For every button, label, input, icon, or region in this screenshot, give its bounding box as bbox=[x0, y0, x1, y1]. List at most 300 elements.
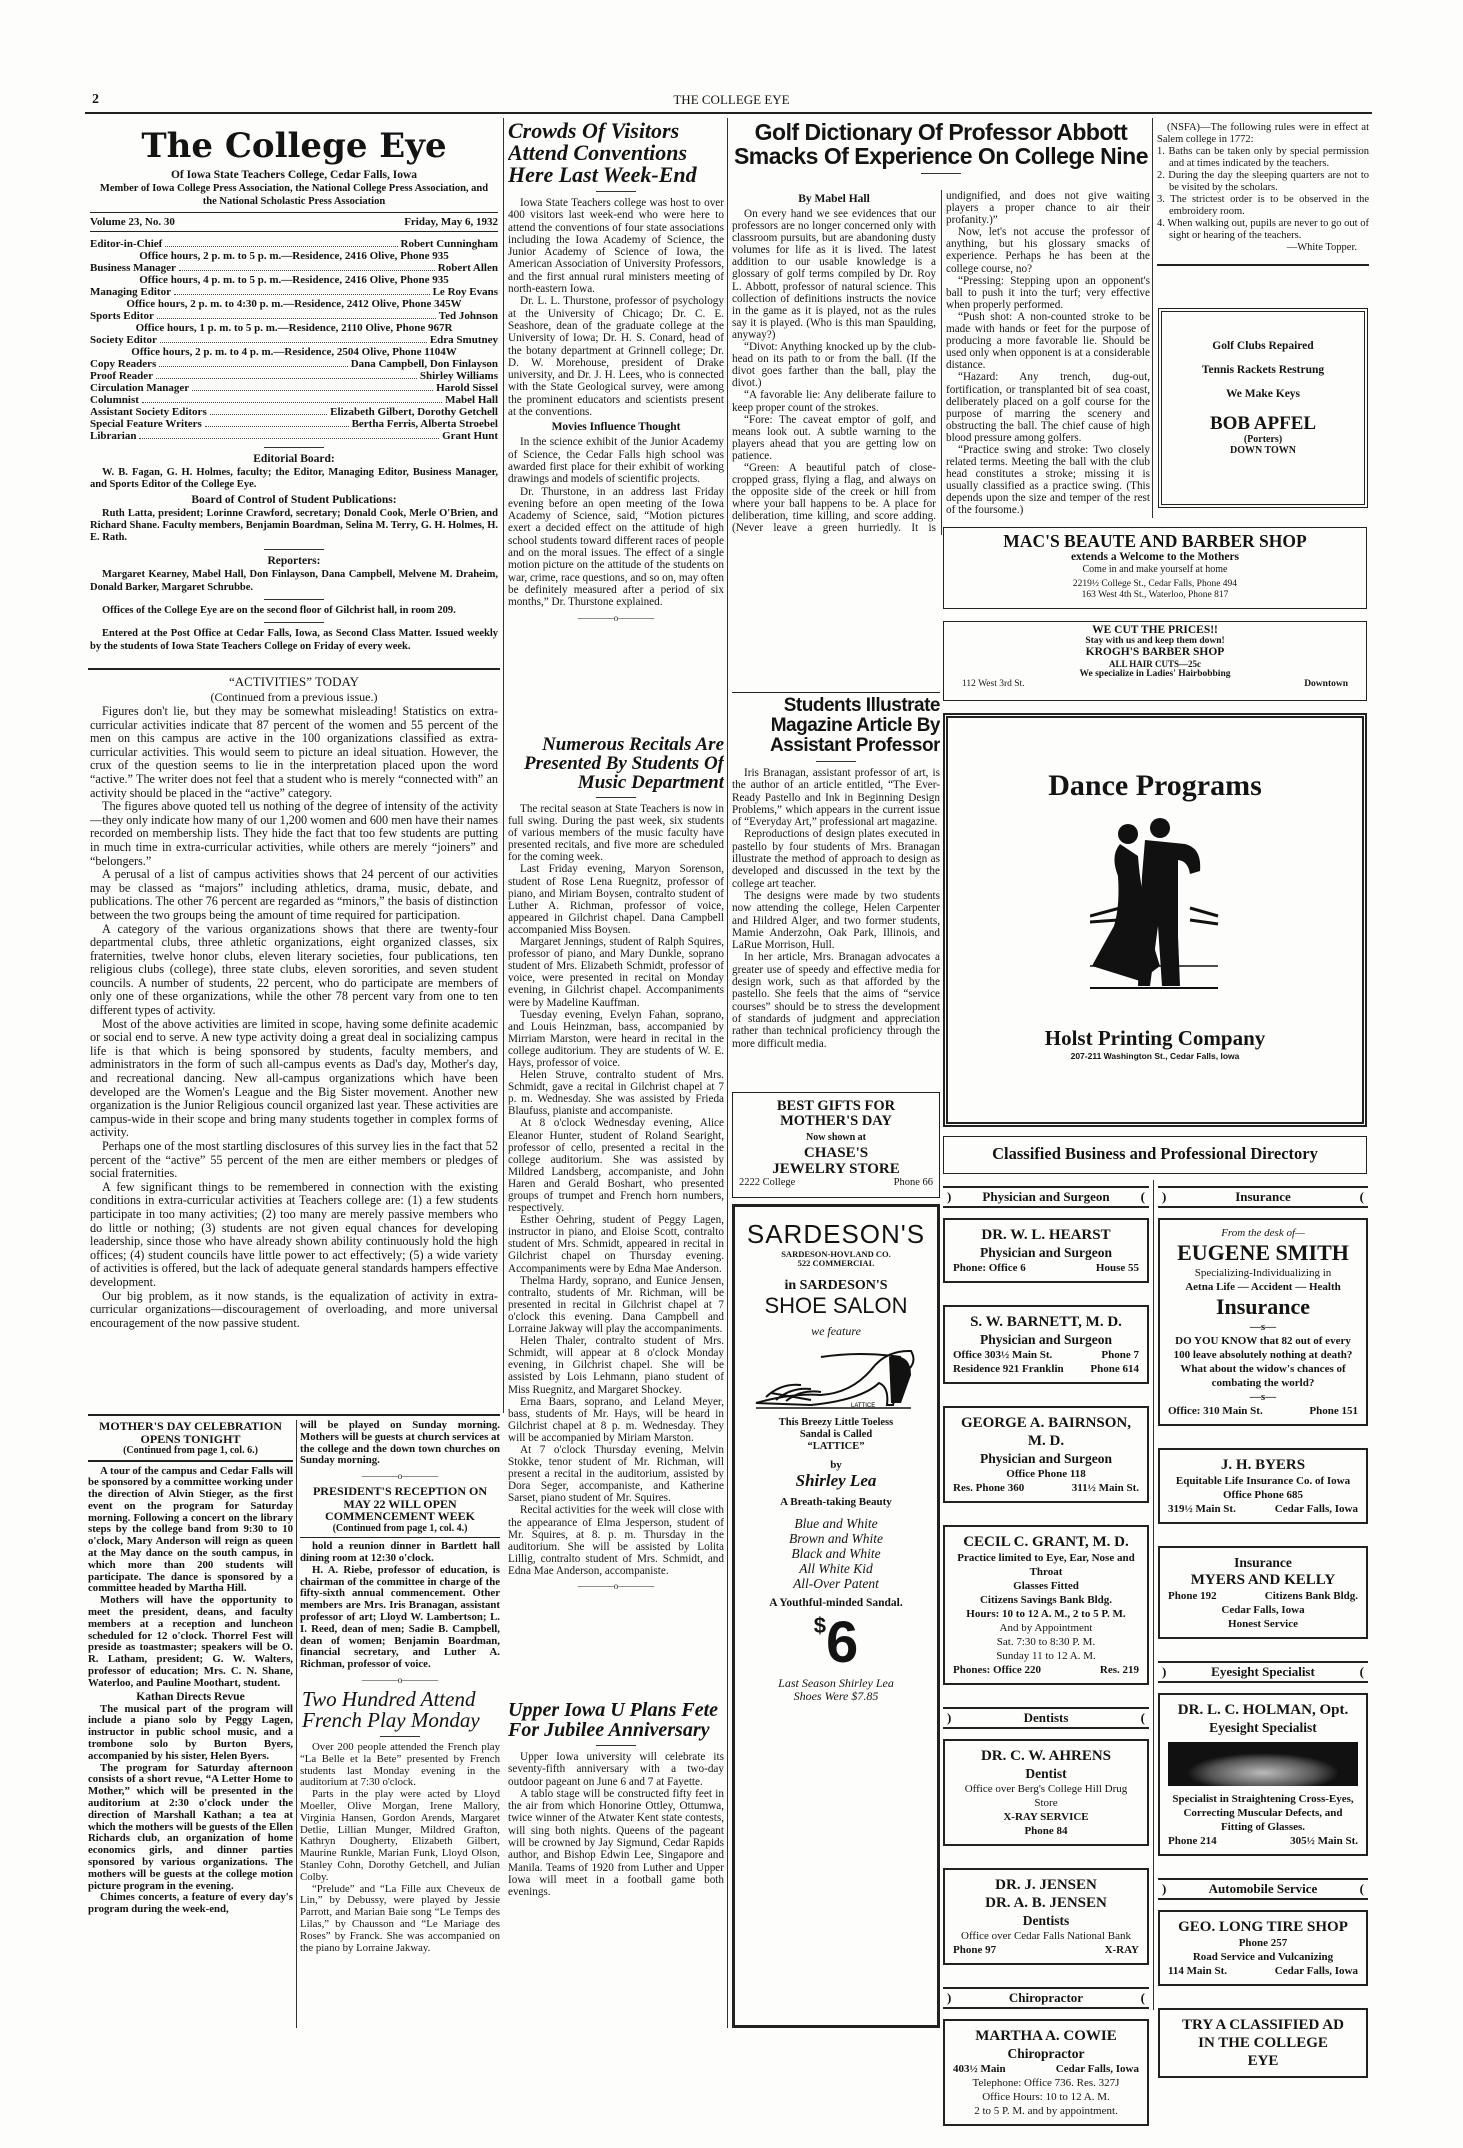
staff-entry bbox=[90, 310, 498, 322]
paragraph: “Hazard: Any trench, dug-out, fortification, or transplanted bit of sea coast, deliberately placed on a golf course for the purpose of marring the scenery and obstructing the ball. The chief cause of high blood pressure among golfers. bbox=[946, 371, 1150, 444]
ad-text: Sandal is Called bbox=[799, 1429, 873, 1440]
editorial-board-heading: Editorial Board: bbox=[253, 453, 335, 465]
article-recitals bbox=[508, 735, 724, 1700]
staff-name: Mabel Hall bbox=[445, 394, 498, 406]
masthead-membership: Member of Iowa College Press Association, the National College Press Association, and the National Scholastic Press Association bbox=[99, 183, 489, 207]
paragraph: “Divot: Anything knocked up by the club-head on its path to or from the ball. (If the divot goes farther than the ball, play the divot.) bbox=[732, 341, 936, 390]
article-headline: Upper Iowa U Plans Fete For Jubilee Anniversary bbox=[508, 1700, 718, 1741]
directory-listing bbox=[943, 1305, 1149, 1384]
paragraph: Perhaps one of the most startling disclosures of this survey lies in the fact that 52 percent of the “active” 55 percent of the men are either members or pledges of social fraternities. bbox=[90, 1139, 498, 1181]
paragraph: At 7 o'clock Thursday evening, Melvin Stokke, tenor student of Mr. Richman, will present a recital in the auditorium, assisted by Dora Seger, accompaniste, and Katherine Sarset, piano student of Mr. Squires. bbox=[508, 1443, 724, 1505]
paragraph: The designs were made by two students now attending the college, Helen Carpenter and Hildred Alger, and two former students, Mamie Anderzohn, Oak Park, Illinois, and LaRue Morrison, Hull. bbox=[732, 889, 940, 952]
article-subheading: Movies Influence Thought bbox=[551, 421, 681, 434]
ad-chases-jewelry bbox=[732, 1092, 940, 1198]
ad-store-name: CHASE'S bbox=[803, 1145, 869, 1161]
listing-line: Specializing-Individualizing in bbox=[1194, 1267, 1332, 1279]
staff-hours: Office hours, 2 p. m. to 4:30 p. m.—Residence, 2412 Olive, Phone 345W bbox=[126, 298, 462, 310]
paragraph: Thelma Hardy, soprano, and Eunice Jensen, contralto, students of Mr. Richman, will be presented in recital in Gilchrist chapel at 7 o'clock this evening. Dana Campbell and Lorraine Jakway will play the accompaniments. bbox=[508, 1274, 724, 1336]
listing-line: Sat. 7:30 to 8:30 P. M. bbox=[996, 1636, 1096, 1648]
paragraph: A tour of the campus and Cedar Falls will be sponsored by a committee working under the direction of Alvin Stieger, as the first event on the program for Saturday morning. Following a concert on the library steps by the college band from 9:30 to 10 o'clock, Mary Anderson will reign as queen at the May dance on the south campus, in which more than 200 students will participate. The dance is sponsored by a committee headed by Martha Hill. bbox=[88, 1464, 293, 1595]
staff-hours: Office hours, 1 p. m. to 5 p. m.—Residence, 2110 Olive, Phone 967R bbox=[135, 322, 453, 334]
directory-listing bbox=[943, 1525, 1149, 1685]
ad-text: This Breezy Little Toeless bbox=[778, 1417, 894, 1428]
listing-line: MYERS AND KELLY bbox=[1190, 1572, 1336, 1588]
ad-address: 522 COMMERCIAL bbox=[797, 1258, 875, 1268]
separator: ————o———— bbox=[361, 1471, 439, 1482]
paragraph: Parts in the play were acted by Lloyd Moeller, Olive Morgan, Irene Mallory, Virginia Hansen, Gordon Arends, Margaret Detlie, Lillian Munger, Mildred Grafton, Kathryn Dougherty, Elizabeth Gilbert, Maurine Runkle, Marian Funk, Lloyd Olson, Stanley Cohn, Dorothy Getchell, and Julian Colby. bbox=[300, 1788, 500, 1883]
color-option: Black and White bbox=[791, 1546, 881, 1561]
article-nsfa bbox=[1157, 122, 1369, 266]
staff-name: Ted Johnson bbox=[438, 310, 498, 322]
listing-line: Dentist bbox=[1025, 1766, 1067, 1781]
paragraph: Dr. Thurstone, in an address last Friday evening before an open meeting of the Iowa Academy of Science, said, “Motion pictures exert a decided effect on the attitude of high school students toward different races of people and on the moral issues. The effect of a single motion picture on the attitude of the students on war, crime, race questions, and so on, may often be definitely measured after a period of six months,” Dr. Thurstone explained. bbox=[508, 485, 724, 609]
top-rule bbox=[85, 112, 1372, 114]
article-body bbox=[508, 436, 724, 608]
listing-line: Chiropractor bbox=[1007, 2046, 1085, 2061]
article-body bbox=[508, 803, 724, 1577]
staff-name: Elizabeth Gilbert, Dorothy Getchell bbox=[330, 406, 498, 418]
color-option: All-Over Patent bbox=[793, 1576, 879, 1591]
listing-line: Res. Phone 360 311½ Main St. bbox=[953, 1482, 1139, 1494]
listing-line: Physician and Surgeon bbox=[979, 1451, 1113, 1466]
paragraph: Reproductions of design plates executed in pastello by four students of Mrs. Branagan illustrate the method of approach to design as developed and discussed in the text by the college art teacher. bbox=[732, 828, 940, 890]
listing-line: Phone: Office 6 House 55 bbox=[953, 1262, 1139, 1274]
listing-line: TRY A CLASSIFIED AD bbox=[1182, 2017, 1344, 2033]
listing-line: DR. C. W. AHRENS bbox=[980, 1748, 1112, 1764]
staff-name: Harold Sissel bbox=[436, 382, 498, 394]
article-headline: Crowds Of Visitors Attend Conventions Here Last Week-End bbox=[508, 120, 697, 187]
section-rule bbox=[88, 1414, 500, 1416]
staff-entry bbox=[90, 406, 498, 418]
listing-line: 319½ Main St. Cedar Falls, Iowa bbox=[1168, 1503, 1358, 1515]
ad-title: Dance Programs bbox=[1048, 769, 1262, 802]
ad-text: SHOE SALON bbox=[764, 1293, 908, 1318]
paragraph: In the science exhibit of the Junior Academy of Science, the Cedar Falls high school was awarded first place for their exhibit of working drawings and models of scientific projects. bbox=[508, 436, 724, 486]
ad-text: ALL HAIR CUTS—25c bbox=[1108, 659, 1201, 669]
staff-entry bbox=[90, 262, 498, 274]
ad-sardesons bbox=[732, 1204, 940, 2028]
paragraph: At 8 o'clock Wednesday evening, Alice Eleanor Hunter, student of Roland Searight, professor of cello, presented a recital in the college auditorium. She was assisted by Mildred Landsberg, accompaniste, and John Haren and Gerald Boshart, who presented groups of trumpet and French horn numbers, respectively. bbox=[508, 1117, 724, 1215]
listing-line: Equitable Life Insurance Co. of Iowa bbox=[1175, 1475, 1351, 1487]
separator: ————o———— bbox=[577, 1581, 655, 1591]
listing-line: Eyesight Specialist bbox=[1209, 1720, 1317, 1735]
listing-line: Phone 97 X-RAY bbox=[953, 1944, 1139, 1956]
staff-entry bbox=[90, 286, 498, 298]
directory-listing bbox=[1158, 2008, 1368, 2078]
paragraph: hold a reunion dinner in Bartlett hall dining room at 12:30 o'clock. bbox=[300, 1540, 500, 1564]
directory-category-header: ) Insurance ( bbox=[1158, 1186, 1368, 1208]
listing-line: Glasses Fitted bbox=[1013, 1580, 1079, 1592]
listing-line: From the desk of— bbox=[1221, 1227, 1305, 1239]
masthead-subtitle: Of Iowa State Teachers College, Cedar Falls, Iowa bbox=[170, 169, 418, 181]
ad-text: WE CUT THE PRICES!! bbox=[1092, 624, 1218, 636]
article-body bbox=[508, 197, 724, 418]
listing-line: And by Appointment bbox=[999, 1622, 1093, 1634]
listing-line: DR. W. L. HEARST bbox=[981, 1227, 1111, 1243]
article-headline: Numerous Recitals Are Presented By Students Of Music Department bbox=[523, 735, 724, 793]
color-option: Blue and White bbox=[794, 1516, 878, 1531]
listing-line: Cedar Falls, Iowa bbox=[1221, 1604, 1305, 1616]
listing-line: Insurance bbox=[1215, 1294, 1311, 1319]
listing-line: Sunday 11 to 12 A. M. bbox=[996, 1650, 1096, 1662]
staff-role: Business Manager bbox=[90, 262, 176, 274]
control-board-heading: Board of Control of Student Publications: bbox=[191, 493, 397, 506]
article-body bbox=[732, 190, 1150, 535]
column-divider bbox=[296, 1420, 297, 2028]
paragraph: A perusal of a list of campus activities shows that 24 percent of our activities may be classed as “majors” including athletics, drama, music, debate, and publications. The other 76 percent are regarded as “minors,” the basis of distinction between the two groups being the amount of time required for participation. bbox=[90, 867, 498, 922]
separator: ————o———— bbox=[577, 612, 655, 623]
staff-role: Society Editor bbox=[90, 334, 157, 346]
staff-role: Assistant Society Editors bbox=[90, 406, 207, 418]
sandal-illustration bbox=[751, 1345, 921, 1415]
paragraph: Now, let's not accuse the professor of anything, but his glossary smacks of experience. Perhaps he has been at the college course, no? bbox=[946, 226, 1150, 275]
directory-category-header: ) Physician and Surgeon ( bbox=[943, 1186, 1149, 1208]
article-students bbox=[732, 692, 940, 1088]
staff-hours: Office hours, 2 p. m. to 4 p. m.—Residence, 2504 Olive, Phone 1104W bbox=[131, 346, 457, 358]
listing-line: EYE bbox=[1247, 2053, 1279, 2069]
directory-column-right bbox=[1158, 1178, 1368, 2100]
ad-text: We specialize in Ladies' Hairbobbing bbox=[1079, 669, 1231, 679]
category-label: Physician and Surgeon bbox=[982, 1189, 1110, 1204]
directory-listing bbox=[1158, 1693, 1368, 1856]
ad-text: A Breath-taking Beauty bbox=[780, 1496, 892, 1508]
ad-text: (Porters) bbox=[1243, 434, 1283, 445]
paragraph: A tablo stage will be constructed fifty feet in the air from which Honorine Ottley, Ottumwa, twice winner of the Atwater Kent state contests, will sing both nights. Queens of the pageant will be crowned by Jay Sigmund, Cedar Rapids author, and Bishop Edwin Lee, Singapore and Manila. Teams of 1920 from Luther and Upper Iowa will meet in a football game both evenings. bbox=[508, 1787, 724, 1899]
ad-store-name: JEWELRY STORE bbox=[772, 1161, 900, 1177]
paragraph: Over 200 people attended the French play “La Belle et la Bete” presented by French students last Monday evening in the auditorium at 7:30 o'clock. bbox=[300, 1740, 500, 1789]
paragraph: On every hand we see evidences that our professors are no longer concerned only with classroom pursuits, but are abandoning dusty volumes for life as it is lived. The latest addition to our usable knowledge is a glossary of golf terms compiled by Dr. Roy L. Abbott, professor of natural science. This collection of definitions instructs the novice in the game as it is played, not as the rules say it is played. (Who is this man Spaulding, anyway?) bbox=[732, 208, 936, 341]
ad-text: BEST GIFTS FOR bbox=[776, 1098, 896, 1114]
column-right-half bbox=[300, 1420, 500, 2028]
article-byline: By Mabel Hall bbox=[798, 193, 870, 205]
ad-store-name: KROGH'S BARBER SHOP bbox=[1085, 646, 1225, 658]
staff-entry bbox=[90, 238, 498, 250]
staff-name: Bertha Ferris, Alberta Stroebel bbox=[351, 418, 498, 430]
staff-list bbox=[90, 238, 498, 442]
staff-role: Librarian bbox=[90, 430, 137, 442]
listing-line: —s— bbox=[1249, 1391, 1277, 1403]
listing-line: Specialist in Straightening Cross-Eyes, Correcting Muscular Defects, and Fitting of Glasses. bbox=[1172, 1793, 1354, 1833]
paragraph: Erna Baars, soprano, and Leland Meyer, bass, students of Mr. Hays, will be heard in Gilchrist chapel at 8 p. m. Wednesday. They will be accompanied by Miriam Marston. bbox=[508, 1395, 724, 1444]
listing-line: Phone 192 Citizens Bank Bldg. bbox=[1168, 1590, 1358, 1602]
column-divider bbox=[1152, 118, 1153, 518]
listing-line: Dentists bbox=[1022, 1913, 1070, 1928]
nsfa-rule: 3. The strictest order is to be observed in the embroidery room. bbox=[1157, 194, 1369, 217]
ad-text: Last Season Shirley Lea bbox=[778, 1676, 894, 1690]
listing-line: GEO. LONG TIRE SHOP bbox=[1178, 1919, 1348, 1935]
listing-line: Residence 921 Franklin Phone 614 bbox=[953, 1363, 1139, 1375]
category-label: Chiropractor bbox=[1008, 1990, 1084, 2005]
directory-listing bbox=[1158, 1218, 1368, 1426]
listing-line: 2 to 5 P. M. and by appointment. bbox=[974, 2105, 1118, 2117]
listing-line: X-RAY SERVICE bbox=[1003, 1811, 1089, 1823]
paragraph: Tuesday evening, Evelyn Fahan, soprano, and Louis Heinzman, bass, accompanied by Mirriam Marston, were heard in recital in the college auditorium. They are students of W. E. Hays, professor of voice. bbox=[508, 1008, 724, 1069]
paragraph: Helen Struve, contralto student of Mrs. Schmidt, gave a recital in Gilchrist chapel at 7 p. m. Wednesday. She was assisted by Frieda Blaufuss, pianiste and accompaniste. bbox=[508, 1069, 724, 1118]
ad-macs-barber bbox=[943, 527, 1367, 609]
continued-note: (Continued from page 1, col. 4.) bbox=[332, 1522, 468, 1534]
ad-text: Tennis Rackets Restrung bbox=[1201, 364, 1325, 376]
staff-name: Shirley Williams bbox=[419, 370, 498, 382]
staff-entry bbox=[90, 430, 498, 442]
issue-date: Friday, May 6, 1932 bbox=[404, 216, 498, 228]
listing-line: 403½ Main Cedar Falls, Iowa bbox=[953, 2063, 1139, 2075]
continued-note: (Continued from page 1, col. 6.) bbox=[123, 1445, 258, 1456]
staff-entry bbox=[90, 370, 498, 382]
ad-text: We Make Keys bbox=[1225, 388, 1301, 400]
staff-role: Proof Reader bbox=[90, 370, 154, 382]
staff-name: Grant Hunt bbox=[442, 430, 498, 442]
listing-line: Phone 214 305½ Main St. bbox=[1168, 1835, 1358, 1847]
directory-listing bbox=[1158, 1546, 1368, 1639]
ad-holst-printing bbox=[943, 713, 1367, 1127]
offices-text: Offices of the College Eye are on the second floor of Gilchrist hall, in room 209. bbox=[102, 605, 456, 617]
article-body bbox=[88, 1466, 293, 1690]
nsfa-rule: 2. During the day the sleeping quarters are not to be visited by the scholars. bbox=[1157, 170, 1369, 193]
staff-role: Sports Editor bbox=[90, 310, 154, 322]
ad-text: extends a Welcome to the Mothers bbox=[1070, 551, 1240, 563]
staff-entry bbox=[90, 394, 498, 406]
mothers-day-continuation: will be played on Sunday morning. Mothers will be guests at church services at the college and the down town churches on Sunday morning. bbox=[300, 1420, 500, 1467]
ad-text: Stay with us and keep them down! bbox=[1085, 636, 1225, 646]
ad-text: Shoes Were $7.85 bbox=[793, 1689, 879, 1703]
staff-entry bbox=[90, 418, 498, 430]
category-label: Dentists bbox=[1023, 1710, 1069, 1725]
directory-category-header: ) Dentists ( bbox=[943, 1707, 1149, 1729]
column-divider bbox=[727, 118, 728, 2028]
article-body bbox=[300, 1541, 500, 1671]
article-subheading: Kathan Directs Revue bbox=[136, 1690, 245, 1703]
article-mothers-day bbox=[88, 1420, 293, 2028]
directory-listing bbox=[1158, 1448, 1368, 1524]
column-divider bbox=[503, 118, 504, 1413]
color-option: All White Kid bbox=[799, 1561, 873, 1576]
staff-role: Copy Readers bbox=[90, 358, 157, 370]
paragraph: “Pressing: Stepping upon an opponent's ball to push it into the turf; very effective when properly performed. bbox=[946, 274, 1150, 311]
ad-store-name: MAC'S BEAUTE AND BARBER SHOP bbox=[1003, 531, 1307, 551]
paragraph: In her article, Mrs. Branagan advocates a greater use of speedy and effective media for design work, such as that afforded by the pastello. She feels that the aims of “service courses” should be to stress the development of standards of judgment and appreciation rather than technical proficiency through the more difficult media. bbox=[732, 951, 940, 1050]
ad-store-name: BOB APFEL bbox=[1209, 413, 1317, 434]
staff-role: Circulation Manager bbox=[90, 382, 190, 394]
article-body bbox=[300, 1742, 500, 1954]
staff-role: Editor-in-Chief bbox=[90, 238, 163, 250]
article-title: “ACTIVITIES” TODAY bbox=[228, 674, 360, 689]
article-headline: MOTHER'S DAY CELEBRATION OPENS TONIGHT bbox=[99, 1420, 282, 1446]
ad-address: 2222 College bbox=[739, 1177, 796, 1188]
staff-role: Managing Editor bbox=[90, 286, 171, 298]
staff-entry bbox=[90, 382, 498, 394]
article-body bbox=[88, 1704, 293, 1916]
staff-role: Columnist bbox=[90, 394, 139, 406]
article-headline: PRESIDENT'S RECEPTION ON MAY 22 WILL OPEN COMMENCEMENT WEEK bbox=[312, 1484, 488, 1524]
listing-line: Office: 310 Main St. Phone 151 bbox=[1168, 1405, 1358, 1417]
masthead bbox=[90, 118, 498, 653]
directory-title: Classified Business and Professional Directory bbox=[943, 1136, 1367, 1174]
paragraph: Dr. L. L. Thurstone, professor of psychology at the University of Chicago; Dr. C. E. Seashore, dean of the graduate college at the University of Iowa; Dr. H. S. Conard, head of the botany department at Grinnell college; Dr. D. W. Morehouse, president of Drake university, and Dr. J. H. Lees, who is connected with the State Geological survey, were among the prominent educators and scientists present at the conventions. bbox=[508, 295, 724, 419]
ad-text: Come in and make yourself at home bbox=[1082, 564, 1228, 575]
directory-listing bbox=[943, 1218, 1149, 1283]
staff-name: Robert Allen bbox=[437, 262, 498, 274]
article-body bbox=[508, 1751, 724, 1899]
paragraph: “Practice swing and stroke: Two closely related terms. Meeting the ball with the club head constitutes a stroke; missing it is usually classified as a practice swing. (This depends upon the size and temper of the rest of the foursome.) bbox=[946, 443, 1150, 517]
paragraph: Mothers will have the opportunity to meet the president, deans, and faculty members at a reception and luncheon scheduled for 12 o'clock. Thorrel Fest will preside as toastmaster; speakers will be O. R. Latham, president; G. W. Walters, professor of education; Mrs. C. N. Shane, Waterloo, and Pauline Moothart, student. bbox=[88, 1594, 293, 1689]
ad-phone: Phone 66 bbox=[893, 1177, 933, 1188]
section-rule bbox=[88, 668, 500, 670]
ad-text: A Youthful-minded Sandal. bbox=[769, 1597, 903, 1609]
listing-line: Office over Berg's College Hill Drug Store bbox=[964, 1783, 1128, 1809]
directory-category-header: ) Automobile Service ( bbox=[1158, 1878, 1368, 1900]
listing-line: Physician and Surgeon bbox=[979, 1245, 1113, 1260]
listing-line: Citizens Savings Bank Bldg. bbox=[979, 1594, 1113, 1606]
listing-line: Phone 257 bbox=[1238, 1937, 1288, 1949]
listing-line: Office Hours: 10 to 12 A. M. bbox=[982, 2091, 1110, 2103]
ad-address: 163 West 4th St., Waterloo, Phone 817 bbox=[1081, 590, 1229, 600]
listing-line: 114 Main St. Cedar Falls, Iowa bbox=[1168, 1965, 1358, 1977]
listing-line: Aetna Life — Accident — Health bbox=[1185, 1281, 1341, 1293]
listing-line: Hours: 10 to 12 A. M., 2 to 5 P. M. bbox=[966, 1608, 1126, 1620]
paragraph: Helen Thaler, contralto student of Mrs. Schmidt, will appear at 8 o'clock Monday evening, in Gilchrist chapel. She will be assisted by Lois Lehmann, piano student of Miss Ruegnitz, and Margaret Shockey. bbox=[508, 1335, 724, 1396]
article-golf-headline bbox=[732, 120, 1150, 179]
staff-entry bbox=[90, 334, 498, 346]
editorial-board-text: W. B. Fagan, G. H. Holmes, faculty; the Editor, Managing Editor, Business Manager, and Sports Editor of the College Eye. bbox=[90, 467, 498, 491]
ad-text: DOWN TOWN bbox=[1229, 445, 1297, 456]
listing-line: EUGENE SMITH bbox=[1177, 1240, 1349, 1265]
listing-line: IN THE COLLEGE bbox=[1198, 2035, 1328, 2051]
masthead-title: The College Eye bbox=[141, 126, 447, 166]
paragraph: Iowa State Teachers college was host to over 400 visitors last week-end who were here to attend the conventions of four state associations including the Iowa Academy of Science, the Junior Academy of Science of Iowa, the American Association of University Professors, and the first annual rural ministers meeting of north-eastern Iowa. bbox=[508, 197, 724, 296]
article-upper-iowa bbox=[508, 1700, 724, 2028]
directory-listing bbox=[943, 1739, 1149, 1846]
paragraph: A few significant things to be remembered in connection with the existing conditions in extra-curricular activities at Teachers college are: (1) a few students participate in too many activities; (2) too many are merely passive members who do little or nothing; (3) students are not given equal chances for developing leadership, since those who have already shown ability continuously hold the high offices; (4) student councils have little power to act effectively; (5) a wide variety of activities is offered, but the lack of adequate general standards hampers effective development. bbox=[90, 1179, 498, 1289]
ad-price: $6 bbox=[813, 1610, 859, 1675]
paragraph: The musical part of the program will include a piano solo by Peggy Lagen, instructor in public school music, and a trombone solo by Burton Byers, accompanied by his sister, Helen Byers. bbox=[88, 1702, 293, 1762]
paragraph: A category of the various organizations shows that there are twenty-four departmental clubs, three athletic organizations, eight organized classes, six fraternities, twelve honor clubs, eleven literary societies, four publications, ten religious clubs (college), three state clubs, eleven sororities, and seven student councils. A number of students, 22 percent, who do participate are members of only one of these organizations, while the other 78 percent vary from one to ten different types of activity. bbox=[90, 921, 498, 1018]
page-number: 2 bbox=[92, 92, 99, 107]
paragraph: The program for Saturday afternoon consists of a short revue, “A Letter Home to Mother,” which will be presented in the auditorium at 2:30 o'clock under the direction of Marshall Kathan; a tea at which the mothers will be guests of the Ellen Richards club, an organization of home economics girls, and dinner parties sponsored by various organizations. The mothers will be guests at the college motion picture program in the evening. bbox=[88, 1761, 293, 1892]
paragraph: Figures don't lie, but they may be somewhat misleading! Statistics on extra-curricular activities indicate that 87 percent of the women and 55 percent of the men on this campus are active in the 100 organizations classified as extra-curricular activities. This would seem to picture an ideal situation. However, the crux of the question seems to lie in the interpretation placed upon the word “active.” The writer does not feel that a student who is merely “connected with” an activity should be placed in the “active” category. bbox=[90, 704, 498, 800]
listing-line: Physician and Surgeon bbox=[979, 1332, 1113, 1347]
paper-name-header: THE COLLEGE EYE bbox=[673, 92, 790, 107]
ad-text: MOTHER'S DAY bbox=[780, 1113, 892, 1129]
staff-entry bbox=[90, 358, 498, 370]
ad-text: we feature bbox=[811, 1324, 861, 1338]
column-divider bbox=[1153, 1180, 1154, 2010]
directory-listing bbox=[943, 2019, 1149, 2126]
listing-line: DR. J. JENSEN bbox=[995, 1877, 1097, 1893]
paragraph: The figures above quoted tell us nothing of the degree of intensity of the activity—they only indicate how many of our 1,200 women and 600 men have their names recorded on membership lists. They hide the fact that too few students are putting in much time in extra-curricular activities, while others are merely “joiners” and “belongers.” bbox=[90, 799, 498, 868]
ad-address: 2219½ College St., Cedar Falls, Phone 494 bbox=[1072, 579, 1238, 589]
staff-name: Edra Smutney bbox=[429, 334, 498, 346]
ad-kroghs-barber bbox=[943, 621, 1367, 701]
paragraph: Recital activities for the week will close with the appearance of Elma Jesperson, student of Mr. Squires, at 8. p. m. Thursday in the auditorium. She will be assisted by Lolita Lillig, contralto student of Mrs. Schmidt, and Edna Mae Anderson, accompaniste. bbox=[508, 1504, 724, 1577]
ad-address: 207-211 Washington St., Cedar Falls, Iowa bbox=[1070, 1051, 1240, 1061]
ad-brand: Shirley Lea bbox=[795, 1471, 877, 1490]
staff-name: Dana Campbell, Don Finlayson bbox=[350, 358, 498, 370]
ad-text: Now shown at bbox=[805, 1132, 866, 1143]
article-crowds bbox=[508, 120, 724, 732]
eyes-photo bbox=[1168, 1742, 1358, 1786]
article-body bbox=[732, 767, 940, 1050]
separator: ————o———— bbox=[361, 1674, 439, 1685]
nsfa-rule: 4. When walking out, pupils are never to go out of sight or hearing of the teachers. bbox=[1157, 218, 1369, 241]
directory-category-header: ) Chiropractor ( bbox=[943, 1987, 1149, 2009]
category-label: Eyesight Specialist bbox=[1211, 1664, 1315, 1679]
ad-store-name: SARDESON'S bbox=[746, 1219, 926, 1249]
listing-line: Road Service and Vulcanizing bbox=[1192, 1951, 1334, 1963]
ad-company: Holst Printing Company bbox=[1044, 1026, 1266, 1050]
nsfa-rules bbox=[1157, 146, 1369, 242]
paragraph: Last Friday evening, Maryon Sorenson, student of Rose Lena Ruegnitz, professor of piano, and Miriam Boysen, contralto student of Luther A. Richman, professor of voice, appeared in Gilchrist chapel. Dana Campbell accompanied Miss Boysen. bbox=[508, 863, 724, 936]
ad-address: 112 West 3rd St. bbox=[962, 679, 1025, 689]
reporters-text: Margaret Kearney, Mabel Hall, Don Finlayson, Dana Campbell, Melvene M. Draheim, Donald Barker, Margaret Schrubbe. bbox=[90, 569, 498, 593]
ad-bob-apfel bbox=[1158, 308, 1368, 508]
article-golf bbox=[732, 190, 1150, 535]
staff-name: Le Roy Evans bbox=[432, 286, 498, 298]
nsfa-intro: (NSFA)—The following rules were in effect at Salem college in 1772: bbox=[1157, 122, 1369, 145]
listing-line: DR. L. C. HOLMAN, Opt. bbox=[1177, 1702, 1349, 1718]
ad-text: Downtown bbox=[1304, 679, 1348, 689]
listing-line: DR. A. B. JENSEN bbox=[985, 1895, 1107, 1911]
ad-text: SARDESON-HOVLAND CO. bbox=[781, 1249, 891, 1259]
paragraph: Most of the above activities are limited in scope, having some definite academic or social end to serve. A new type activity doing a great deal in socializing campus life is that which is being sponsored by students, faculty members, and administrators in the form of such all-campus events as Dad's day, Mother's day, and recreational dancing. New all-campus organizations which have been developed are the Women's League and the Big Sister movement. Another new organization is the Junior Religious council organized last year. These activities are campus-wide in their scope and bring many students together in complex forms of activity. bbox=[90, 1016, 498, 1140]
category-label: Insurance bbox=[1235, 1189, 1291, 1204]
ad-text: in SARDESON'S bbox=[784, 1278, 888, 1293]
paragraph: Margaret Jennings, student of Ralph Squires, professor of piano, and Mary Dunkle, soprano student of Mrs. Elizabeth Schmidt, professor of voice, were presented in recital on Monday evening, in Gilchrist chapel. Accompaniments were by Madeline Kauffman. bbox=[508, 936, 724, 1009]
listing-line: Honest Service bbox=[1228, 1618, 1298, 1630]
paragraph: “Fore: The caveat emptor of golf, and means look out. A subtle warning to the players ahead that you are getting low on patience. bbox=[732, 413, 936, 462]
ad-text: “LATTICE” bbox=[807, 1441, 865, 1452]
nsfa-source: —White Topper. bbox=[1286, 242, 1357, 253]
ad-text: by bbox=[830, 1459, 842, 1471]
article-activities bbox=[90, 674, 498, 1412]
listing-line: Office Phone 685 bbox=[1222, 1489, 1304, 1501]
article-subtitle: (Continued from a previous issue.) bbox=[210, 690, 378, 704]
entered-text: Entered at the Post Office at Cedar Falls, Iowa, as Second Class Matter. Issued weekly by the students of Iowa State Teachers College on Friday of every week. bbox=[90, 628, 498, 652]
listing-line: Telephone: Office 736. Res. 327J bbox=[972, 2077, 1120, 2089]
article-body bbox=[90, 705, 498, 1330]
staff-hours: Office hours, 4 p. m. to 5 p. m.—Residence, 2416 Olive, Phone 935 bbox=[139, 274, 449, 286]
paragraph: H. A. Riebe, professor of education, is chairman of the committee in charge of the fifty-sixth annual commencement. Other members are Mrs. Iris Branagan, assistant professor of art; Lloyd W. Lambertson; L. I. Reed, dean of men; Sadie B. Campbell, dean of women; Benjamin Boardman, financial secretary, and Luther A. Richman, professor of voice. bbox=[300, 1563, 500, 1671]
paragraph: Our big problem, as it now stands, is the equalization of activity in extra-curricular organizations—discouragement of overloading, and more universal encouragement of the now passive student. bbox=[90, 1288, 498, 1330]
listing-line: Insurance bbox=[1234, 1555, 1292, 1570]
listing-line: Office Phone 118 bbox=[1006, 1468, 1086, 1480]
listing-line: MARTHA A. COWIE bbox=[975, 2028, 1117, 2044]
directory-listing bbox=[943, 1406, 1149, 1503]
staff-name: Robert Cunningham bbox=[400, 238, 498, 250]
listing-line: —s— bbox=[1249, 1321, 1277, 1333]
paragraph: Upper Iowa university will celebrate its seventy-fifth anniversary with a two-day outdoor pageant on June 6 and 7 at Fayette. bbox=[508, 1751, 724, 1788]
article-headline: Two Hundred Attend French Play Monday bbox=[302, 1686, 480, 1732]
article-headline: Students Illustrate Magazine Article By Assistant Professor bbox=[769, 695, 940, 756]
staff-role: Special Feature Writers bbox=[90, 418, 202, 430]
listing-line: Practice limited to Eye, Ear, Nose and Throat bbox=[957, 1552, 1135, 1578]
listing-line: J. H. BYERS bbox=[1220, 1457, 1306, 1473]
dancing-couple-illustration bbox=[1090, 816, 1220, 996]
nsfa-rule: 1. Baths can be taken only by special permission and at times indicated by the teachers. bbox=[1157, 146, 1369, 169]
paragraph: “Green: A beautiful patch of close-cropped grass, flying a flag, and always on the opposite side of the creek or hill from where your ball happens to be. A place for deliberation, time killing, and score adding. (Never leave a green hurriedly. It is undignified, and does not give waiting players a proper chance to air their profanity.)” bbox=[732, 190, 1150, 535]
control-board-text: Ruth Latta, president; Lorinne Crawford, secretary; Donald Cook, Merle O'Brien, and Richard Shane. Faculty members, Benjamin Boardman, Selina M. Terry, G. H. Holmes, H. E. Rath. bbox=[90, 507, 498, 544]
paragraph: “Prelude” and “La Fille aux Cheveux de Lin,” by Debussy, were played by Jessie Parrott, and Marian Baie song “Le Temps des Lilas,” by Chausson and “Le Mariage des Roses” by Franck. She was accompanied on the piano by Lorraine Jakway. bbox=[300, 1882, 500, 1954]
listing-line: S. W. BARNETT, M. D. bbox=[970, 1314, 1122, 1330]
listing-line: GEORGE A. BAIRNSON, M. D. bbox=[960, 1415, 1132, 1449]
directory-listing bbox=[1158, 1910, 1368, 1986]
directory-column-left bbox=[943, 1178, 1149, 2148]
color-option: Brown and White bbox=[789, 1531, 883, 1546]
paragraph: Esther Oehring, student of Peggy Lagen, instructor in piano, and Eloise Scott, contralto student of Mrs. Schmidt, appeared in recital in Gilchrist chapel on Thursday evening. Accompaniments were by Edna Mae Anderson. bbox=[508, 1214, 724, 1275]
paragraph: “A favorable lie: Any deliberate failure to keep proper count of the strokes. bbox=[732, 389, 936, 414]
listing-line: Phones: Office 220 Res. 219 bbox=[953, 1664, 1139, 1676]
article-golf-overflow bbox=[732, 533, 940, 693]
paragraph: Iris Branagan, assistant professor of art, is the author of an article entitled, “The Ever-Ready Pastello and Ink in Beginning Design Problems,” which appears in the current issue of “Everyday Art,” professional art magazine. bbox=[732, 767, 940, 829]
